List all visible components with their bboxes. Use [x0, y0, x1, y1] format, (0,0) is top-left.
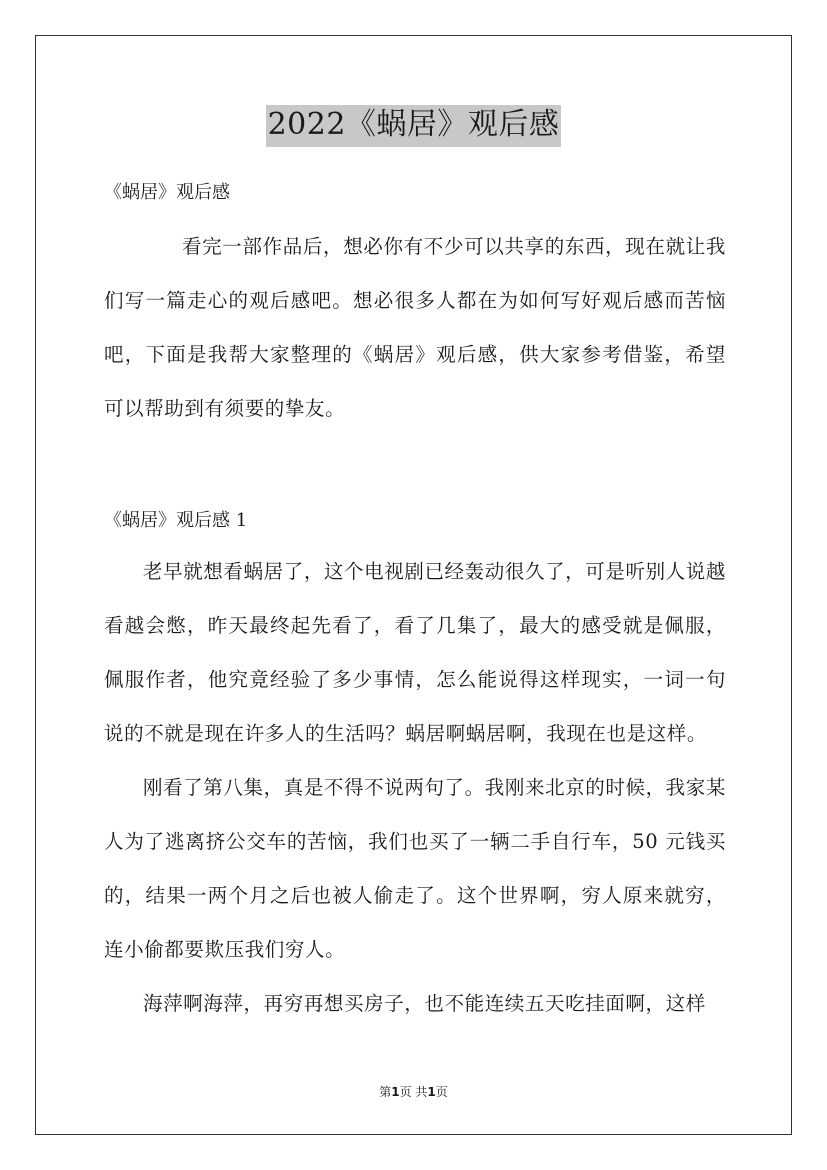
document-title-text: 2022《蜗居》观后感	[266, 105, 562, 147]
document-subtitle: 《蜗居》观后感	[104, 182, 230, 203]
body-paragraph-3: 海萍啊海萍，再穷再想买房子，也不能连续五天吃挂面啊，这样	[143, 992, 706, 1015]
section-heading: 《蜗居》观后感 1	[104, 510, 248, 531]
page-footer	[0, 1084, 827, 1100]
body-paragraph-1: 老早就想看蜗居了，这个电视剧已经轰动很久了，可是听别人说越看越会憋，昨天最终起先看了，看了几集了，最大的感受就是佩服，佩服作者，他究竟经验了多少事情，怎么能说得这样现实，一词一句说的不就是现在许多人的生活吗？蜗居啊蜗居啊，我现在也是这样。	[104, 560, 726, 745]
intro-paragraph: 看完一部作品后，想必你有不少可以共享的东西，现在就让我们写一篇走心的观后感吧。想必很多人都在为如何写好观后感而苦恼吧，下面是我帮大家整理的《蜗居》观后感，供大家参考借鉴，希望可以帮助到有须要的挚友。	[104, 235, 726, 420]
footer-page-current: 1	[391, 1085, 400, 1099]
footer-page-total: 1	[427, 1085, 436, 1099]
document-title	[0, 104, 827, 147]
footer-page-mid: 页 共	[399, 1085, 428, 1099]
footer-page-prefix: 第	[379, 1085, 392, 1099]
body-paragraph-2: 刚看了第八集，真是不得不说两句了。我刚来北京的时候，我家某人为了逃离挤公交车的苦恼，我们也买了一辆二手自行车，50 元钱买的，结果一两个月之后也被人偷走了。这个世界啊，穷人原来就穷，连小偷都要欺压我们穷人。	[104, 776, 726, 961]
footer-page-suffix: 页	[435, 1085, 448, 1099]
